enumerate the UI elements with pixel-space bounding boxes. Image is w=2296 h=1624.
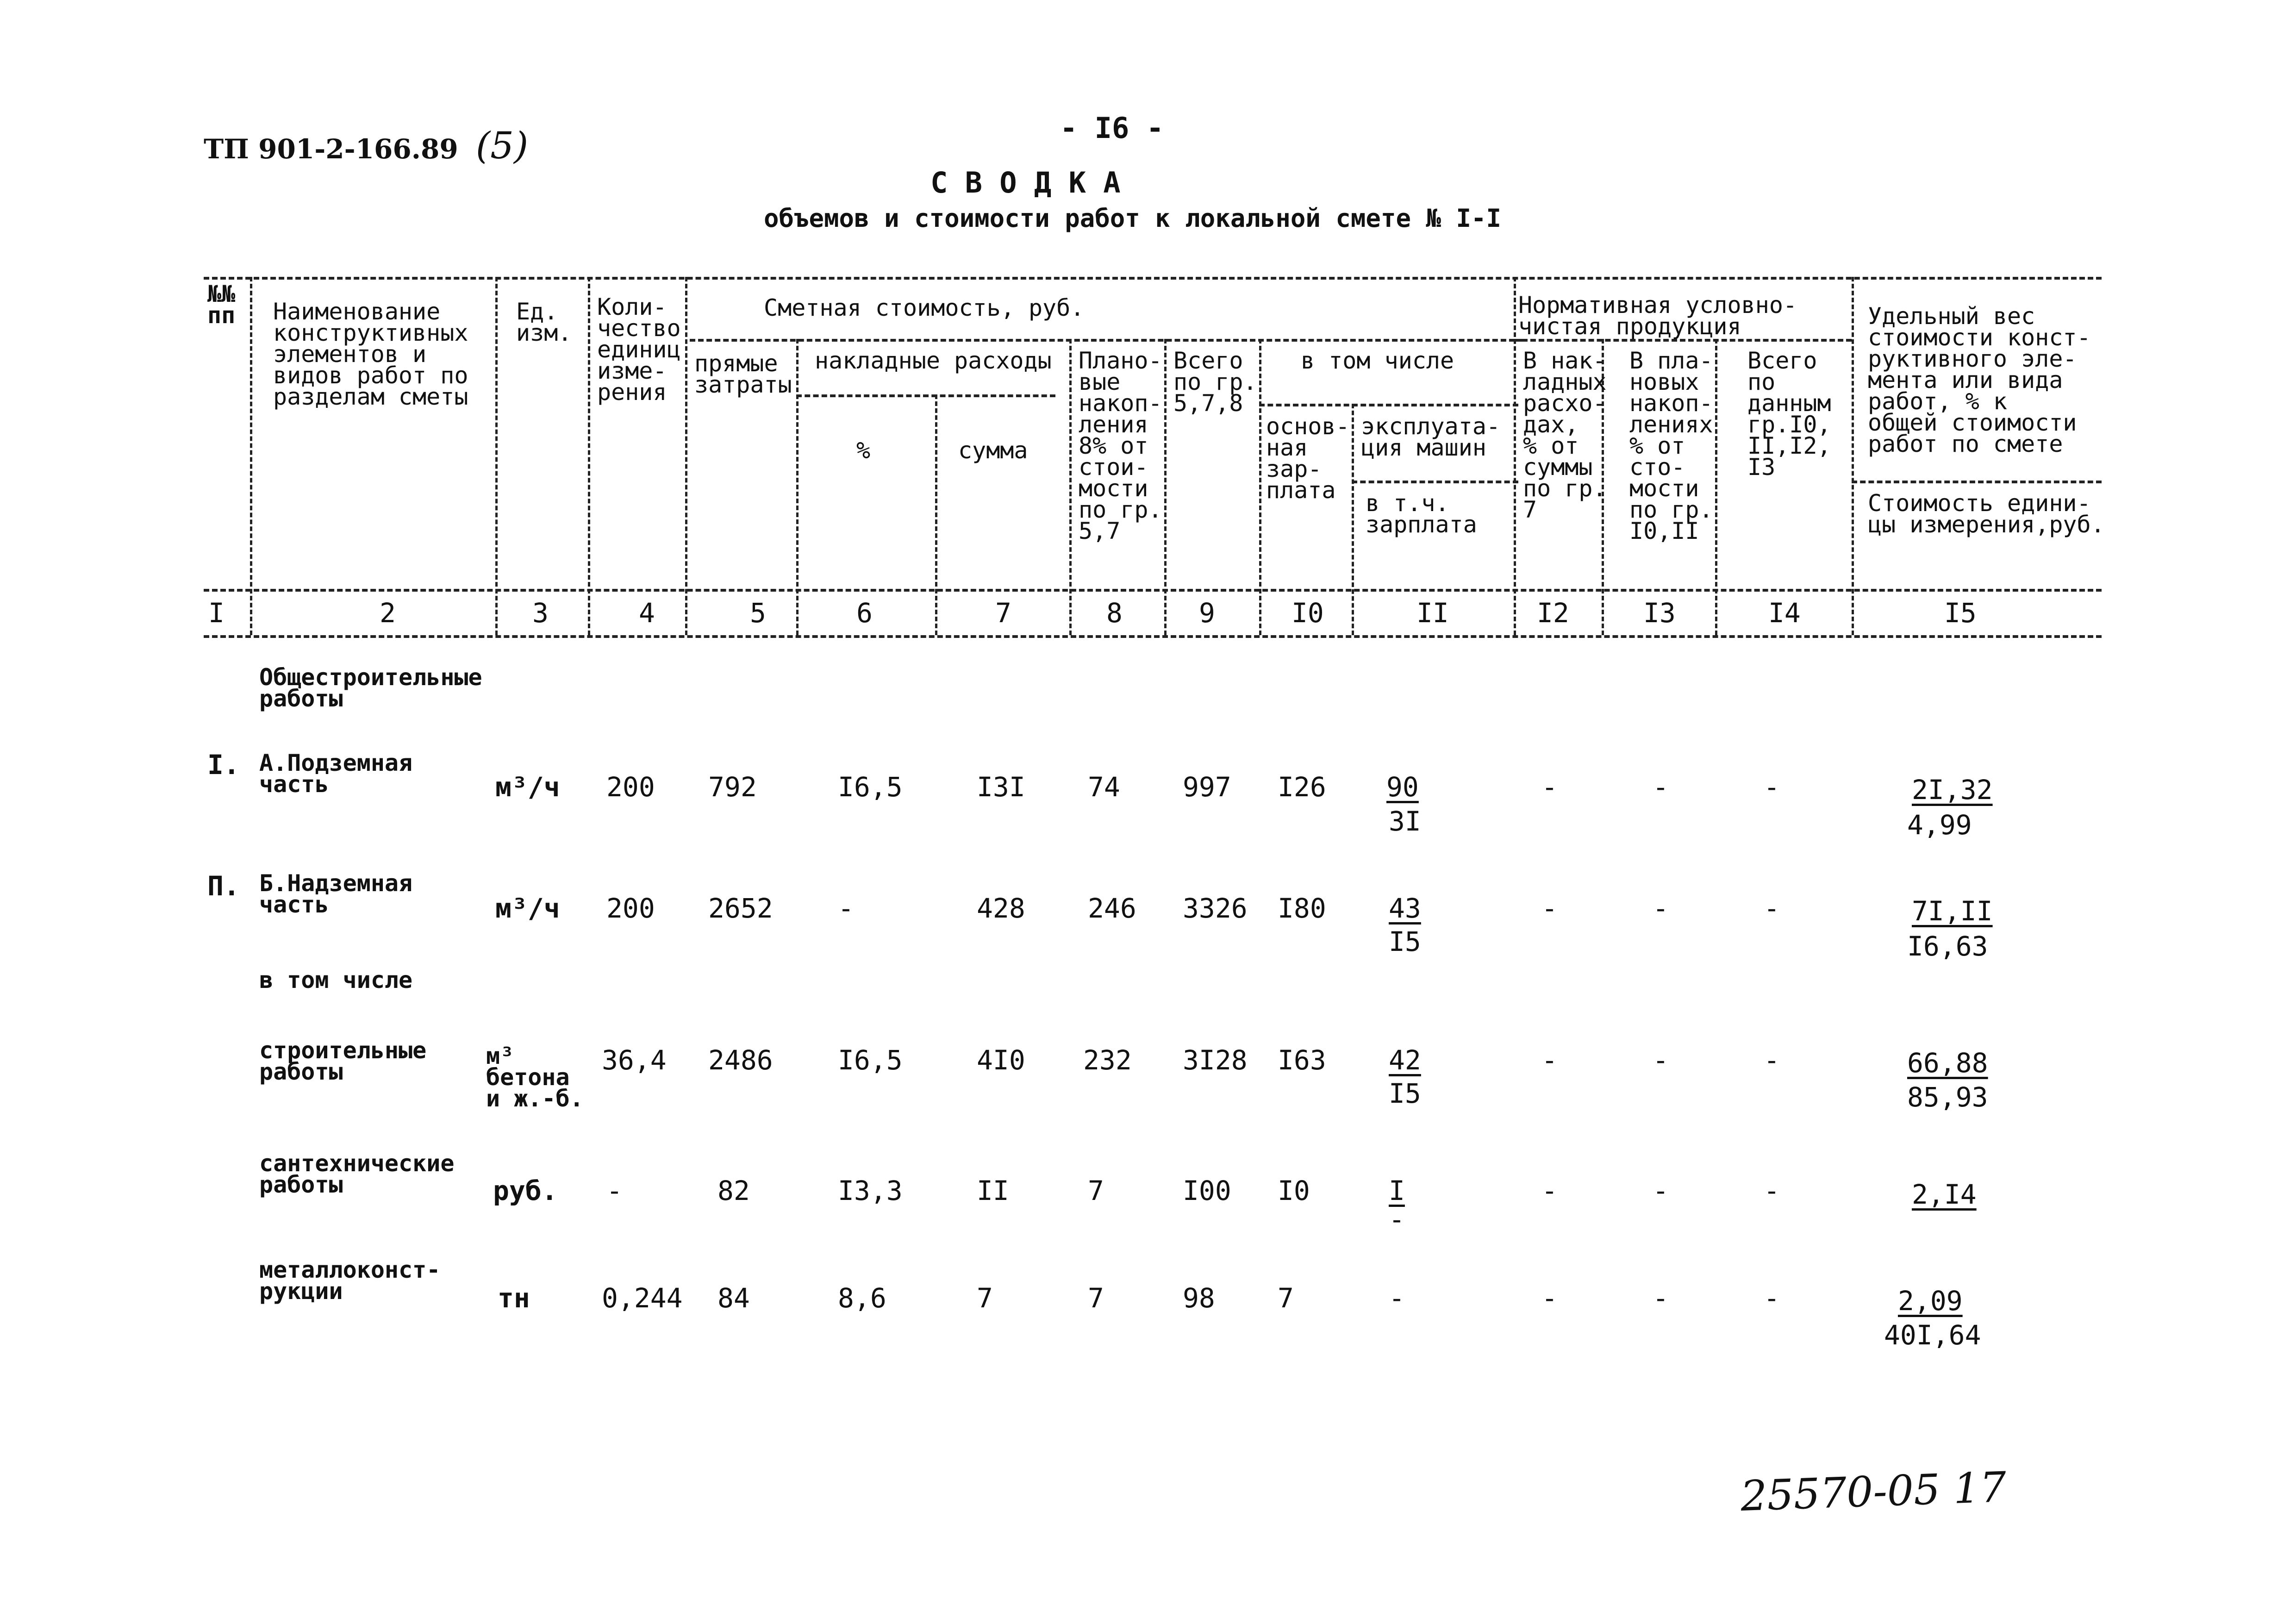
row-norm-total: - — [1764, 893, 1780, 924]
column-number: I4 — [1768, 597, 1801, 629]
column-number: 7 — [995, 597, 1011, 629]
row-unit: руб. — [493, 1175, 558, 1206]
row-overhead-percent: I6,5 — [838, 771, 903, 803]
document-code-text: ТП 901-2-166.89 — [204, 133, 458, 165]
row-overhead-sum: I3I — [977, 771, 1025, 803]
row-norm-total: - — [1764, 1044, 1780, 1076]
row-quantity: 200 — [606, 771, 655, 803]
row-overhead-percent: - — [838, 893, 854, 924]
row-direct-costs: 2486 — [708, 1044, 773, 1076]
column-number: 3 — [532, 597, 549, 629]
column-numbers-rule — [204, 635, 2102, 638]
header-unit: Ед. изм. — [516, 298, 572, 346]
row-direct-costs: 82 — [718, 1175, 750, 1206]
header-overhead: накладные расходы — [815, 347, 1052, 374]
col-divider — [1164, 339, 1167, 635]
row-overhead-sum: II — [977, 1175, 1009, 1206]
row-base-wage: I0 — [1278, 1175, 1310, 1206]
column-number: 6 — [856, 597, 873, 629]
row-name: металлоконст- рукции — [259, 1256, 441, 1305]
row-number: П. — [207, 870, 240, 902]
row-planned-savings: 246 — [1088, 893, 1136, 924]
row-unit: м³/ч — [495, 771, 560, 803]
header-machine-wage: в т.ч. зарплата — [1366, 490, 1477, 538]
row-machine-operation: - — [1389, 1282, 1405, 1314]
col-divider — [588, 277, 590, 635]
column-number: 4 — [639, 597, 655, 629]
row-overhead-sum: 428 — [977, 893, 1025, 924]
col-divider — [935, 394, 937, 635]
in-that-number-label: в том числе — [259, 967, 413, 993]
col-divider — [250, 277, 252, 635]
handwritten-note: 25570-05 17 — [1740, 1463, 2008, 1521]
row-planned-savings: 7 — [1088, 1282, 1104, 1314]
row-machine-operation: 42 — [1389, 1044, 1421, 1076]
header-norm-overhead: В нак- ладных расхо- дах, % от суммы по гр. 7 — [1523, 347, 1607, 523]
row-planned-savings: 74 — [1088, 771, 1120, 803]
row-overhead-sum: 4I0 — [977, 1044, 1025, 1076]
column-number: I5 — [1944, 597, 1977, 629]
row-machine-wage: I5 — [1389, 926, 1421, 957]
row-overhead-percent: 8,6 — [838, 1282, 886, 1314]
row-machine-operation: 43 — [1389, 893, 1421, 924]
row-total: 98 — [1183, 1282, 1215, 1314]
page-title: С В О Д К А — [930, 166, 1121, 200]
row-unit-cost: 40I,64 — [1884, 1319, 1981, 1351]
row-norm-overhead: - — [1541, 1175, 1558, 1206]
row-name: А.Подземная часть — [259, 750, 413, 798]
section-heading: Общестроительные работы — [259, 664, 482, 712]
row-machine-wage: I5 — [1389, 1078, 1421, 1109]
column-number: II — [1416, 597, 1449, 629]
header-specific-weight: Удельный вес стоимости конст- руктивного эле- мента или вида работ, % к общей стоимости работ по смете — [1868, 303, 2091, 457]
row-norm-overhead: - — [1541, 893, 1558, 924]
row-norm-planned: - — [1653, 1175, 1669, 1206]
header-planned-savings: Плано- вые накоп- ления 8% от стои- мости по гр. 5,7 — [1079, 347, 1162, 544]
table-top-rule — [204, 277, 2102, 280]
column-number: I0 — [1292, 597, 1324, 629]
row-direct-costs: 84 — [718, 1282, 750, 1314]
header-unit-cost: Стоимость едини- цы измерения,руб. — [1868, 490, 2105, 538]
row-direct-costs: 792 — [708, 771, 757, 803]
row-unit: м³/ч — [495, 893, 560, 924]
row-planned-savings: 232 — [1083, 1044, 1132, 1076]
row-name: строительные работы — [259, 1037, 427, 1085]
document-code — [204, 124, 528, 167]
header-norm-planned: В пла- новых накоп- лениях % от сто- мости по гр. I0,II — [1629, 347, 1713, 544]
column-number: I2 — [1537, 597, 1569, 629]
row-norm-total: - — [1764, 1175, 1780, 1206]
col-divider — [1352, 404, 1354, 635]
header-bottom-rule — [204, 589, 2102, 592]
row-norm-total: - — [1764, 771, 1780, 803]
row-unit: тн — [498, 1282, 530, 1314]
row-quantity: 36,4 — [602, 1044, 667, 1076]
col-divider — [495, 277, 498, 635]
row-machine-operation: 90 — [1386, 771, 1419, 803]
row-quantity: 200 — [606, 893, 655, 924]
col-divider — [796, 339, 799, 635]
row-norm-overhead: - — [1541, 771, 1558, 803]
header-estimated-cost: Сметная стоимость, руб. — [764, 294, 1085, 321]
rule-smet-sub — [690, 339, 1523, 342]
header-overhead-sum: сумма — [958, 437, 1028, 464]
column-number: 8 — [1106, 597, 1123, 629]
col-divider — [1514, 277, 1516, 635]
row-unit-cost: I6,63 — [1907, 931, 1988, 962]
col-divider — [1069, 339, 1072, 635]
rule-nakl-sub — [796, 394, 1055, 397]
row-norm-planned: - — [1653, 1282, 1669, 1314]
row-quantity: 0,244 — [602, 1282, 683, 1314]
row-base-wage: 7 — [1278, 1282, 1294, 1314]
row-overhead-sum: 7 — [977, 1282, 993, 1314]
col-divider — [1852, 277, 1854, 635]
row-total: I00 — [1183, 1175, 1231, 1206]
row-name: Б.Надземная часть — [259, 870, 413, 918]
row-machine-wage: 3I — [1389, 806, 1421, 837]
col-divider — [1715, 339, 1717, 635]
row-norm-planned: - — [1653, 771, 1669, 803]
row-unit-cost: 85,93 — [1907, 1081, 1988, 1113]
row-machine-wage: - — [1389, 1204, 1405, 1235]
header-overhead-percent: % — [856, 437, 871, 464]
row-total: 997 — [1183, 771, 1231, 803]
row-specific-weight: 2,09 — [1898, 1285, 1963, 1317]
row-machine-operation: I — [1389, 1175, 1405, 1206]
row-number: I. — [207, 749, 240, 781]
header-row-number: №№ пп — [207, 281, 236, 329]
row-specific-weight: 2,I4 — [1912, 1179, 1977, 1210]
row-specific-weight: 2I,32 — [1912, 774, 1993, 806]
header-including: в том числе — [1301, 347, 1454, 374]
col-divider — [685, 277, 687, 635]
header-total: Всего по гр. 5,7,8 — [1173, 347, 1257, 417]
document-code-mark: (5) — [475, 124, 529, 167]
column-number: I3 — [1643, 597, 1676, 629]
page-subtitle: объемов и стоимости работ к локальной смете № I-I — [764, 204, 1502, 233]
row-base-wage: I80 — [1278, 893, 1326, 924]
header-norm-total: Всего по данным гр.I0, II,I2, I3 — [1747, 347, 1831, 481]
header-quantity: Коли- чество единиц изме- рения — [597, 294, 681, 406]
rule-c15-sub — [1852, 481, 2102, 483]
row-direct-costs: 2652 — [708, 893, 773, 924]
header-element-name: Наименование конструктивных элементов и видов работ по разделам сметы — [273, 298, 468, 410]
header-direct-costs: прямые затраты — [694, 350, 792, 398]
row-planned-savings: 7 — [1088, 1175, 1104, 1206]
rule-mach-sub — [1352, 481, 1518, 483]
column-number: 5 — [750, 597, 766, 629]
row-unit: м³ бетона и ж.-б. — [486, 1043, 584, 1112]
row-specific-weight: 66,88 — [1907, 1047, 1988, 1079]
row-overhead-percent: I3,3 — [838, 1175, 903, 1206]
column-number: 2 — [380, 597, 396, 629]
page-number: - I6 - — [1060, 111, 1164, 145]
row-unit-cost: 4,99 — [1907, 809, 1972, 841]
row-name: сантехнические работы — [259, 1150, 455, 1198]
header-machine-operation: эксплуата- ция машин — [1361, 413, 1501, 461]
row-total: 3326 — [1183, 893, 1248, 924]
row-norm-planned: - — [1653, 1044, 1669, 1076]
column-number: 9 — [1199, 597, 1215, 629]
row-norm-overhead: - — [1541, 1282, 1558, 1314]
row-specific-weight: 7I,II — [1912, 895, 1993, 927]
row-quantity: - — [606, 1175, 623, 1206]
header-base-wage: основ- ная зар- плата — [1266, 413, 1350, 504]
row-base-wage: I26 — [1278, 771, 1326, 803]
row-norm-total: - — [1764, 1282, 1780, 1314]
row-overhead-percent: I6,5 — [838, 1044, 903, 1076]
column-number: I — [208, 597, 225, 629]
row-norm-overhead: - — [1541, 1044, 1558, 1076]
col-divider — [1259, 339, 1261, 635]
header-normative-product: Нормативная условно- чистая продукция — [1518, 292, 1797, 340]
rule-vtom-sub — [1259, 404, 1518, 406]
row-norm-planned: - — [1653, 893, 1669, 924]
row-base-wage: I63 — [1278, 1044, 1326, 1076]
row-total: 3I28 — [1183, 1044, 1248, 1076]
